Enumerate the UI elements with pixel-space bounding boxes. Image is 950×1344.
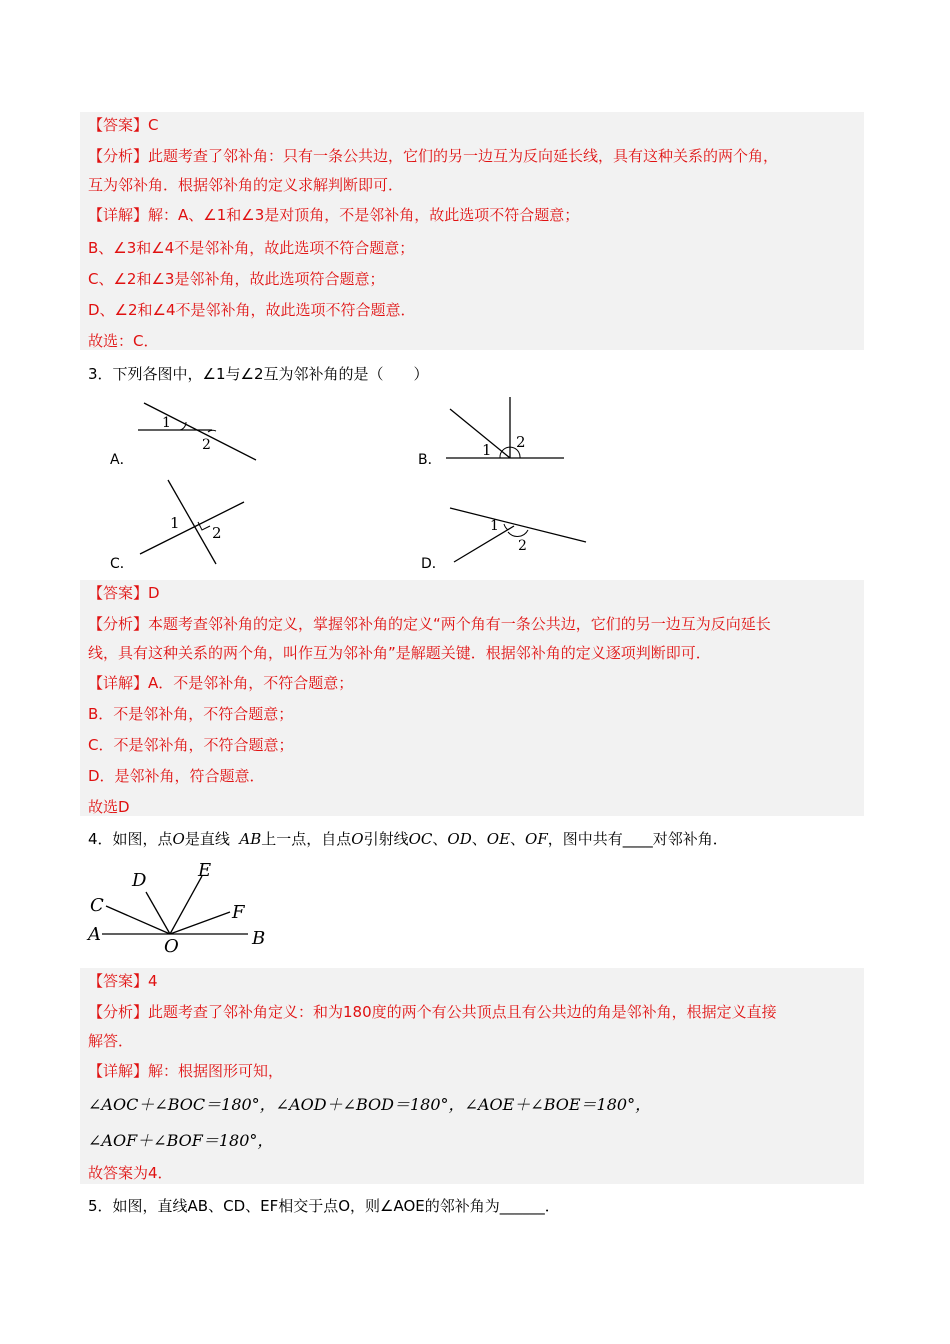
q3-analysis-line-1: 【分析】本题考查邻补角的定义，掌握邻补角的定义“两个角有一条公共边，它们的另一边互为反向延长 [88, 615, 771, 633]
q4-answer: 【答案】4 [88, 972, 158, 990]
q4-label-d: D [132, 870, 147, 891]
q4-label-o: O [164, 936, 179, 957]
q3-detail-line-3: C．不是邻补角，不符合题意； [88, 736, 294, 754]
q4-detail-line-1: 【详解】解：根据图形可知， [88, 1062, 284, 1080]
q2-answer: 【答案】C [88, 116, 159, 134]
q3-figure-b [440, 395, 570, 465]
q4-label-f: F [232, 902, 245, 923]
q3-detail-line-4: D．是邻补角，符合题意． [88, 767, 265, 785]
q2-analysis-line-2: 互为邻补角．根据邻补角的定义求解判断即可． [88, 176, 404, 194]
q4-label-e: E [198, 860, 212, 881]
q3-option-d-label: D． [421, 556, 446, 572]
q2-detail-line-1: 【详解】解：A、∠1和∠3是对顶角，不是邻补角，故此选项不符合题意； [88, 206, 580, 224]
q4-stem-mid3: 引射线 [363, 830, 409, 848]
q4-ray-oc: OC [408, 830, 433, 848]
q2-detail-line-3: C、∠2和∠3是邻补角，故此选项符合题意； [88, 270, 385, 288]
q4-stem-mid2: 上一点，自点 [261, 830, 352, 848]
q4-analysis-line-1: 【分析】此题考查了邻补角定义：和为180度的两个有公共顶点且有公共边的角是邻补角，根据定义直接 [88, 1003, 777, 1021]
q2-conclusion: 故选：C． [88, 332, 159, 350]
q3-c-angle-1: 1 [170, 514, 180, 532]
q3-d-angle-1: 1 [490, 518, 499, 534]
q3-option-c-label: C． [110, 556, 134, 572]
q4-ray-oe: OE [486, 830, 511, 848]
q4-figure [84, 858, 274, 958]
q3-a-angle-1: 1 [162, 415, 171, 431]
q4-line-ab: AB [239, 830, 262, 848]
q2-analysis-line-1: 【分析】此题考查了邻补角：只有一条公共边，它们的另一边互为反向延长线，具有这种关系的两个角， [88, 147, 779, 165]
q4-point-o: O [172, 830, 185, 848]
q4-sep-1: 、 [432, 830, 448, 848]
q3-d-angle-2: 2 [518, 538, 527, 554]
q4-equation-2: ∠AOF＋∠BOF＝180°， [88, 1131, 274, 1150]
q3-a-angle-2: 2 [202, 437, 211, 453]
q4-stem-prefix: 4．如图，点 [88, 830, 173, 848]
q3-figure-c [136, 476, 256, 568]
q3-conclusion: 故选D [88, 798, 130, 816]
q4-equation-1: ∠AOC＋∠BOC＝180°，∠AOD＋∠BOD＝180°，∠AOE＋∠BOE＝180°， [88, 1095, 652, 1114]
q5-stem: 5．如图，直线AB、CD、EF相交于点O，则∠AOE的邻补角为______． [88, 1197, 560, 1215]
q4-ray-od: OD [447, 830, 472, 848]
q3-b-angle-1: 1 [482, 441, 492, 459]
q4-stem [88, 829, 728, 849]
q4-conclusion: 故答案为4． [88, 1164, 173, 1182]
q3-stem: 3．下列各图中，∠1与∠2互为邻补角的是（ ） [88, 365, 429, 383]
q4-label-b: B [252, 928, 266, 949]
q4-ray-of: OF [525, 830, 548, 848]
q2-detail-line-4: D、∠2和∠4不是邻补角，故此选项不符合题意． [88, 301, 416, 319]
q4-stem-mid1: 是直线 [184, 830, 230, 848]
q3-detail-line-2: B．不是邻补角，不符合题意； [88, 705, 294, 723]
q3-detail-line-1: 【详解】A．不是邻补角，不符合题意； [88, 674, 354, 692]
q3-figure-a [130, 395, 280, 465]
q4-label-a: A [88, 924, 101, 945]
q3-analysis-line-2: 线，具有这种关系的两个角，叫作互为邻补角”是解题关键．根据邻补角的定义逐项判断即可． [88, 644, 711, 662]
q3-answer: 【答案】D [88, 584, 160, 602]
q3-option-b-label: B． [418, 452, 442, 468]
q3-option-a-label: A． [110, 452, 134, 468]
q3-c-angle-2: 2 [212, 524, 222, 542]
q4-label-c: C [90, 895, 104, 916]
q3-b-angle-2: 2 [516, 433, 526, 451]
q2-detail-line-2: B、∠3和∠4不是邻补角，故此选项不符合题意； [88, 239, 415, 257]
q4-analysis-line-2: 解答． [88, 1032, 134, 1050]
q4-sep-2: 、 [471, 830, 487, 848]
q3-figure-d [440, 500, 590, 570]
q4-stem-suffix: ，图中共有____对邻补角． [547, 830, 728, 848]
q4-sep-3: 、 [510, 830, 526, 848]
q4-point-o-2: O [351, 830, 364, 848]
